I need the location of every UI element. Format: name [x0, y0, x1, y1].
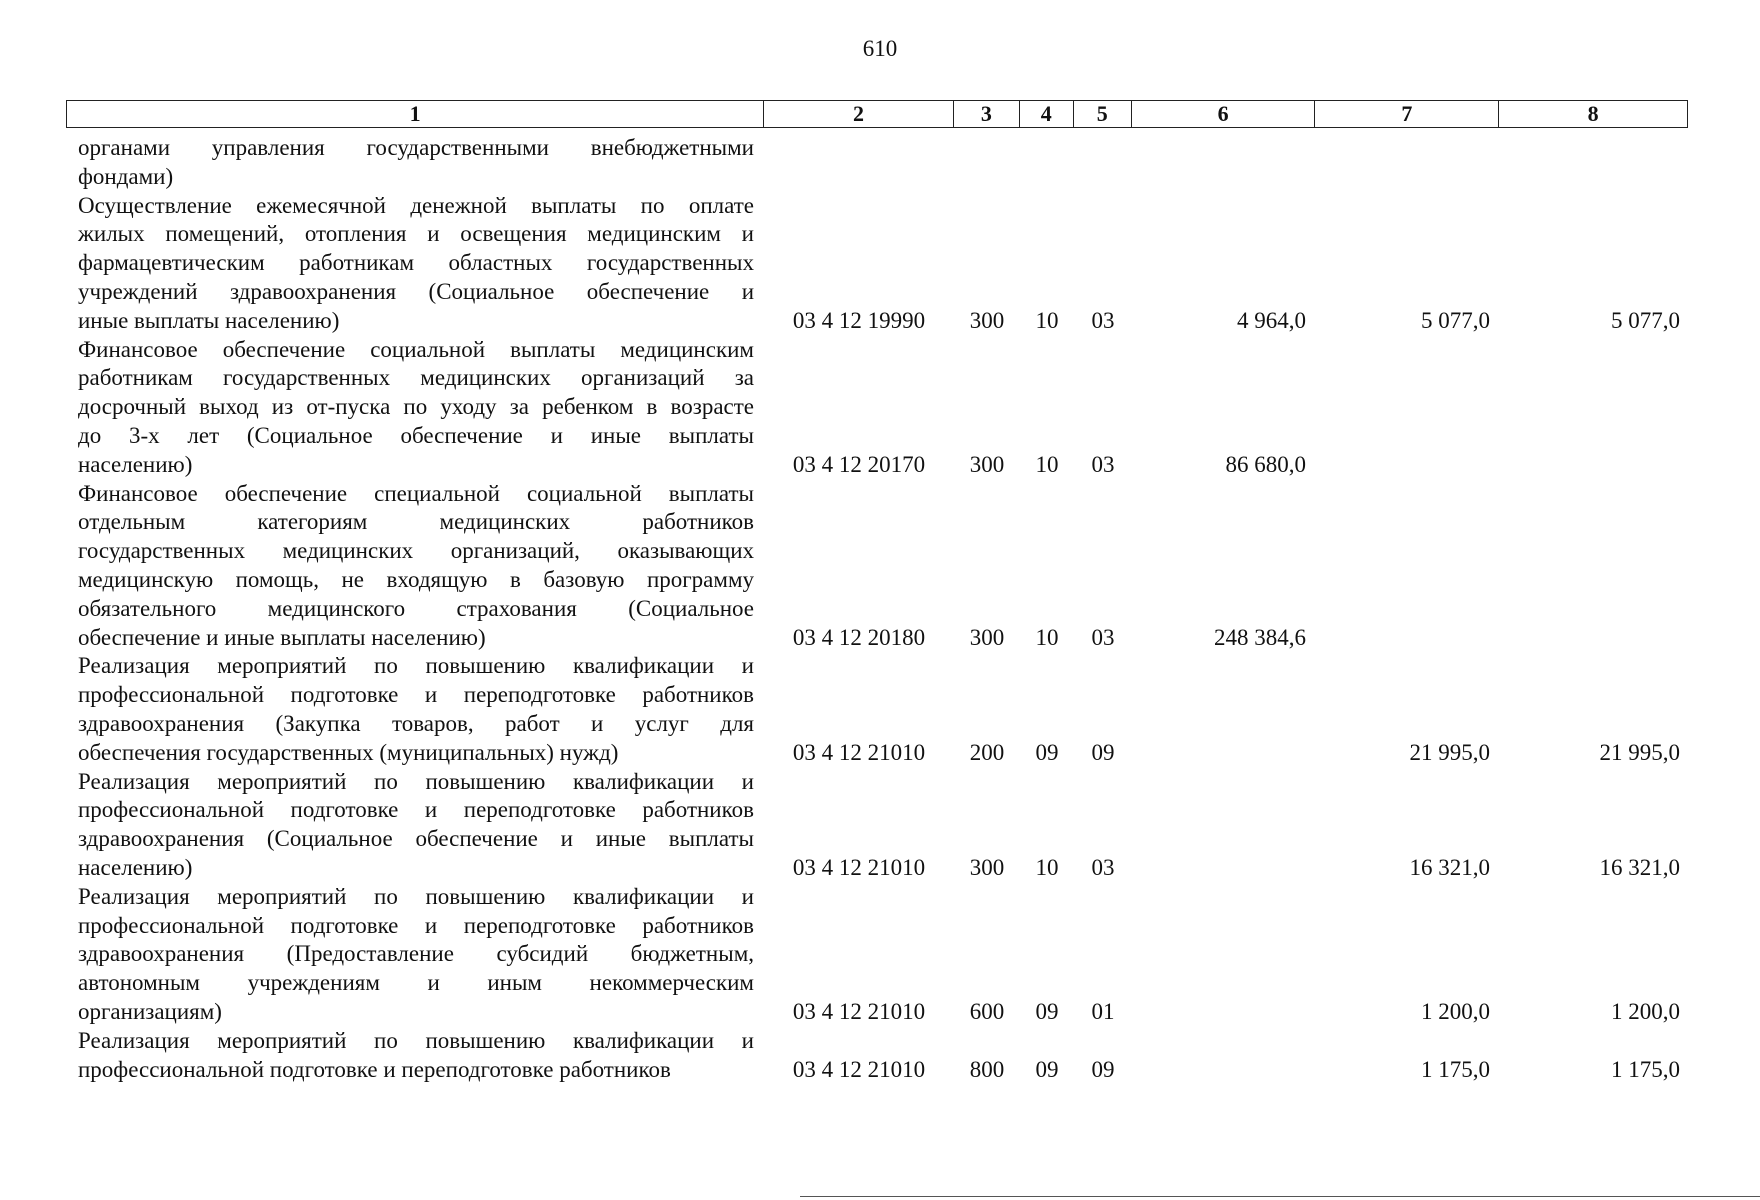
row-description [66, 1027, 764, 1085]
column-header-4: 4 [1020, 101, 1074, 127]
table-header [66, 100, 1688, 128]
description-line: организациям) [78, 998, 222, 1024]
table-row [66, 336, 1688, 480]
row-code: 03 4 12 20170 [792, 451, 926, 477]
row-col-5: 09 [1091, 1056, 1115, 1082]
row-col-4: 09 [1035, 739, 1059, 765]
row-amount-8: 1 175,0 [1611, 1056, 1680, 1082]
description-line: профессиональной подготовке и переподготовке работников [78, 682, 754, 708]
row-col-3: 800 [969, 1056, 1005, 1082]
row-amount-7: 16 321,0 [1409, 854, 1490, 880]
description-line: Реализация мероприятий по повышению квалификации и [78, 653, 754, 679]
description-line: Осуществление ежемесячной денежной выплаты по оплате [78, 192, 754, 218]
bottom-rule [800, 1196, 1760, 1197]
row-amount-6: 248 384,6 [1214, 624, 1306, 650]
description-line: работникам государственных медицинских организаций за [78, 365, 754, 391]
description-line: обеспечение и иные выплаты населению) [78, 624, 486, 650]
row-col-3: 200 [969, 739, 1005, 765]
row-col-5: 03 [1091, 451, 1115, 477]
description-line: жилых помещений, отопления и освещения медицинским и [78, 221, 754, 247]
description-line: Финансовое обеспечение социальной выплаты медицинским [78, 336, 754, 362]
column-header-3: 3 [954, 101, 1020, 127]
description-line: профессиональной подготовке и переподготовке работников [78, 912, 754, 938]
table-row [66, 134, 1688, 192]
row-col-3: 300 [969, 854, 1005, 880]
row-amount-8: 21 995,0 [1599, 739, 1680, 765]
row-amount-7: 1 175,0 [1421, 1056, 1490, 1082]
description-line: до 3-х лет (Социальное обеспечение и иные выплаты [78, 422, 754, 448]
row-description [66, 192, 764, 336]
row-amount-7: 21 995,0 [1409, 739, 1490, 765]
row-col-4: 10 [1035, 307, 1059, 333]
row-amount-7: 5 077,0 [1421, 307, 1490, 333]
row-col-3: 300 [969, 307, 1005, 333]
table-row [66, 768, 1688, 883]
row-description [66, 480, 764, 653]
table-row [66, 1027, 1688, 1085]
description-line: фармацевтическим работникам областных государственных [78, 250, 754, 276]
description-line: обеспечения государственных (муниципальных) нужд) [78, 739, 619, 765]
description-line: отдельным категориям медицинских работников [78, 509, 754, 535]
column-header-1: 1 [67, 101, 764, 127]
row-col-4: 10 [1035, 451, 1059, 477]
description-line: профессиональной подготовке и переподготовке работников [78, 797, 754, 823]
description-line: фондами) [78, 163, 174, 189]
description-line: медицинскую помощь, не входящую в базовую программу [78, 566, 754, 592]
row-amount-7: 1 200,0 [1421, 998, 1490, 1024]
column-header-7: 7 [1315, 101, 1499, 127]
description-line: здравоохранения (Социальное обеспечение и иные выплаты [78, 826, 754, 852]
column-header-5: 5 [1074, 101, 1132, 127]
description-line: Финансовое обеспечение специальной социальной выплаты [78, 480, 754, 506]
column-header-2: 2 [764, 101, 954, 127]
row-description [66, 336, 764, 480]
description-line: иные выплаты населению) [78, 307, 340, 333]
row-code: 03 4 12 20180 [792, 624, 926, 650]
description-line: Реализация мероприятий по повышению квалификации и [78, 883, 754, 909]
row-code: 03 4 12 21010 [792, 739, 926, 765]
description-line: населению) [78, 451, 193, 477]
row-code: 03 4 12 19990 [792, 307, 926, 333]
description-line: профессиональной подготовке и переподготовке работников [78, 1056, 671, 1082]
description-line: автономным учреждениям и иным некоммерческим [78, 970, 754, 996]
row-code: 03 4 12 21010 [792, 854, 926, 880]
description-line: обязательного медицинского страхования (Социальное [78, 595, 754, 621]
row-code: 03 4 12 21010 [792, 1056, 926, 1082]
row-col-4: 10 [1035, 624, 1059, 650]
row-col-5: 03 [1091, 854, 1115, 880]
column-header-6: 6 [1132, 101, 1316, 127]
row-amount-8: 5 077,0 [1611, 307, 1680, 333]
description-line: органами управления государственными внебюджетными [78, 135, 754, 160]
table-row [66, 192, 1688, 336]
row-amount-6: 4 964,0 [1237, 307, 1306, 333]
description-line: государственных медицинских организаций, оказывающих [78, 538, 754, 564]
column-header-8: 8 [1587, 101, 1599, 126]
description-line: Реализация мероприятий по повышению квалификации и [78, 768, 754, 794]
row-amount-6: 86 680,0 [1225, 451, 1306, 477]
row-col-5: 03 [1091, 307, 1115, 333]
row-col-4: 09 [1035, 998, 1059, 1024]
description-line: здравоохранения (Закупка товаров, работ и услуг для [78, 710, 754, 736]
row-description [66, 134, 764, 192]
row-col-5: 09 [1091, 739, 1115, 765]
row-col-5: 03 [1091, 624, 1115, 650]
description-line: досрочный выход из от-пуска по уходу за ребенком в возрасте [78, 394, 754, 420]
description-line: Реализация мероприятий по повышению квалификации и [78, 1027, 754, 1053]
row-col-3: 300 [969, 451, 1005, 477]
table-row [66, 652, 1688, 767]
table-row [66, 883, 1688, 1027]
row-col-5: 01 [1091, 998, 1115, 1024]
row-col-4: 09 [1035, 1056, 1059, 1082]
row-description [66, 883, 764, 1027]
row-col-3: 300 [969, 624, 1005, 650]
row-description [66, 768, 764, 883]
table-body [66, 134, 1688, 1084]
page-number: 610 [862, 36, 898, 61]
row-amount-8: 16 321,0 [1599, 854, 1680, 880]
row-col-3: 600 [969, 998, 1005, 1024]
row-description [66, 652, 764, 767]
row-col-4: 10 [1035, 854, 1059, 880]
table-row [66, 480, 1688, 653]
row-code: 03 4 12 21010 [792, 998, 926, 1024]
description-line: населению) [78, 854, 193, 880]
row-amount-8: 1 200,0 [1611, 998, 1680, 1024]
description-line: здравоохранения (Предоставление субсидий бюджетным, [78, 941, 754, 967]
description-line: учреждений здравоохранения (Социальное обеспечение и [78, 278, 754, 304]
